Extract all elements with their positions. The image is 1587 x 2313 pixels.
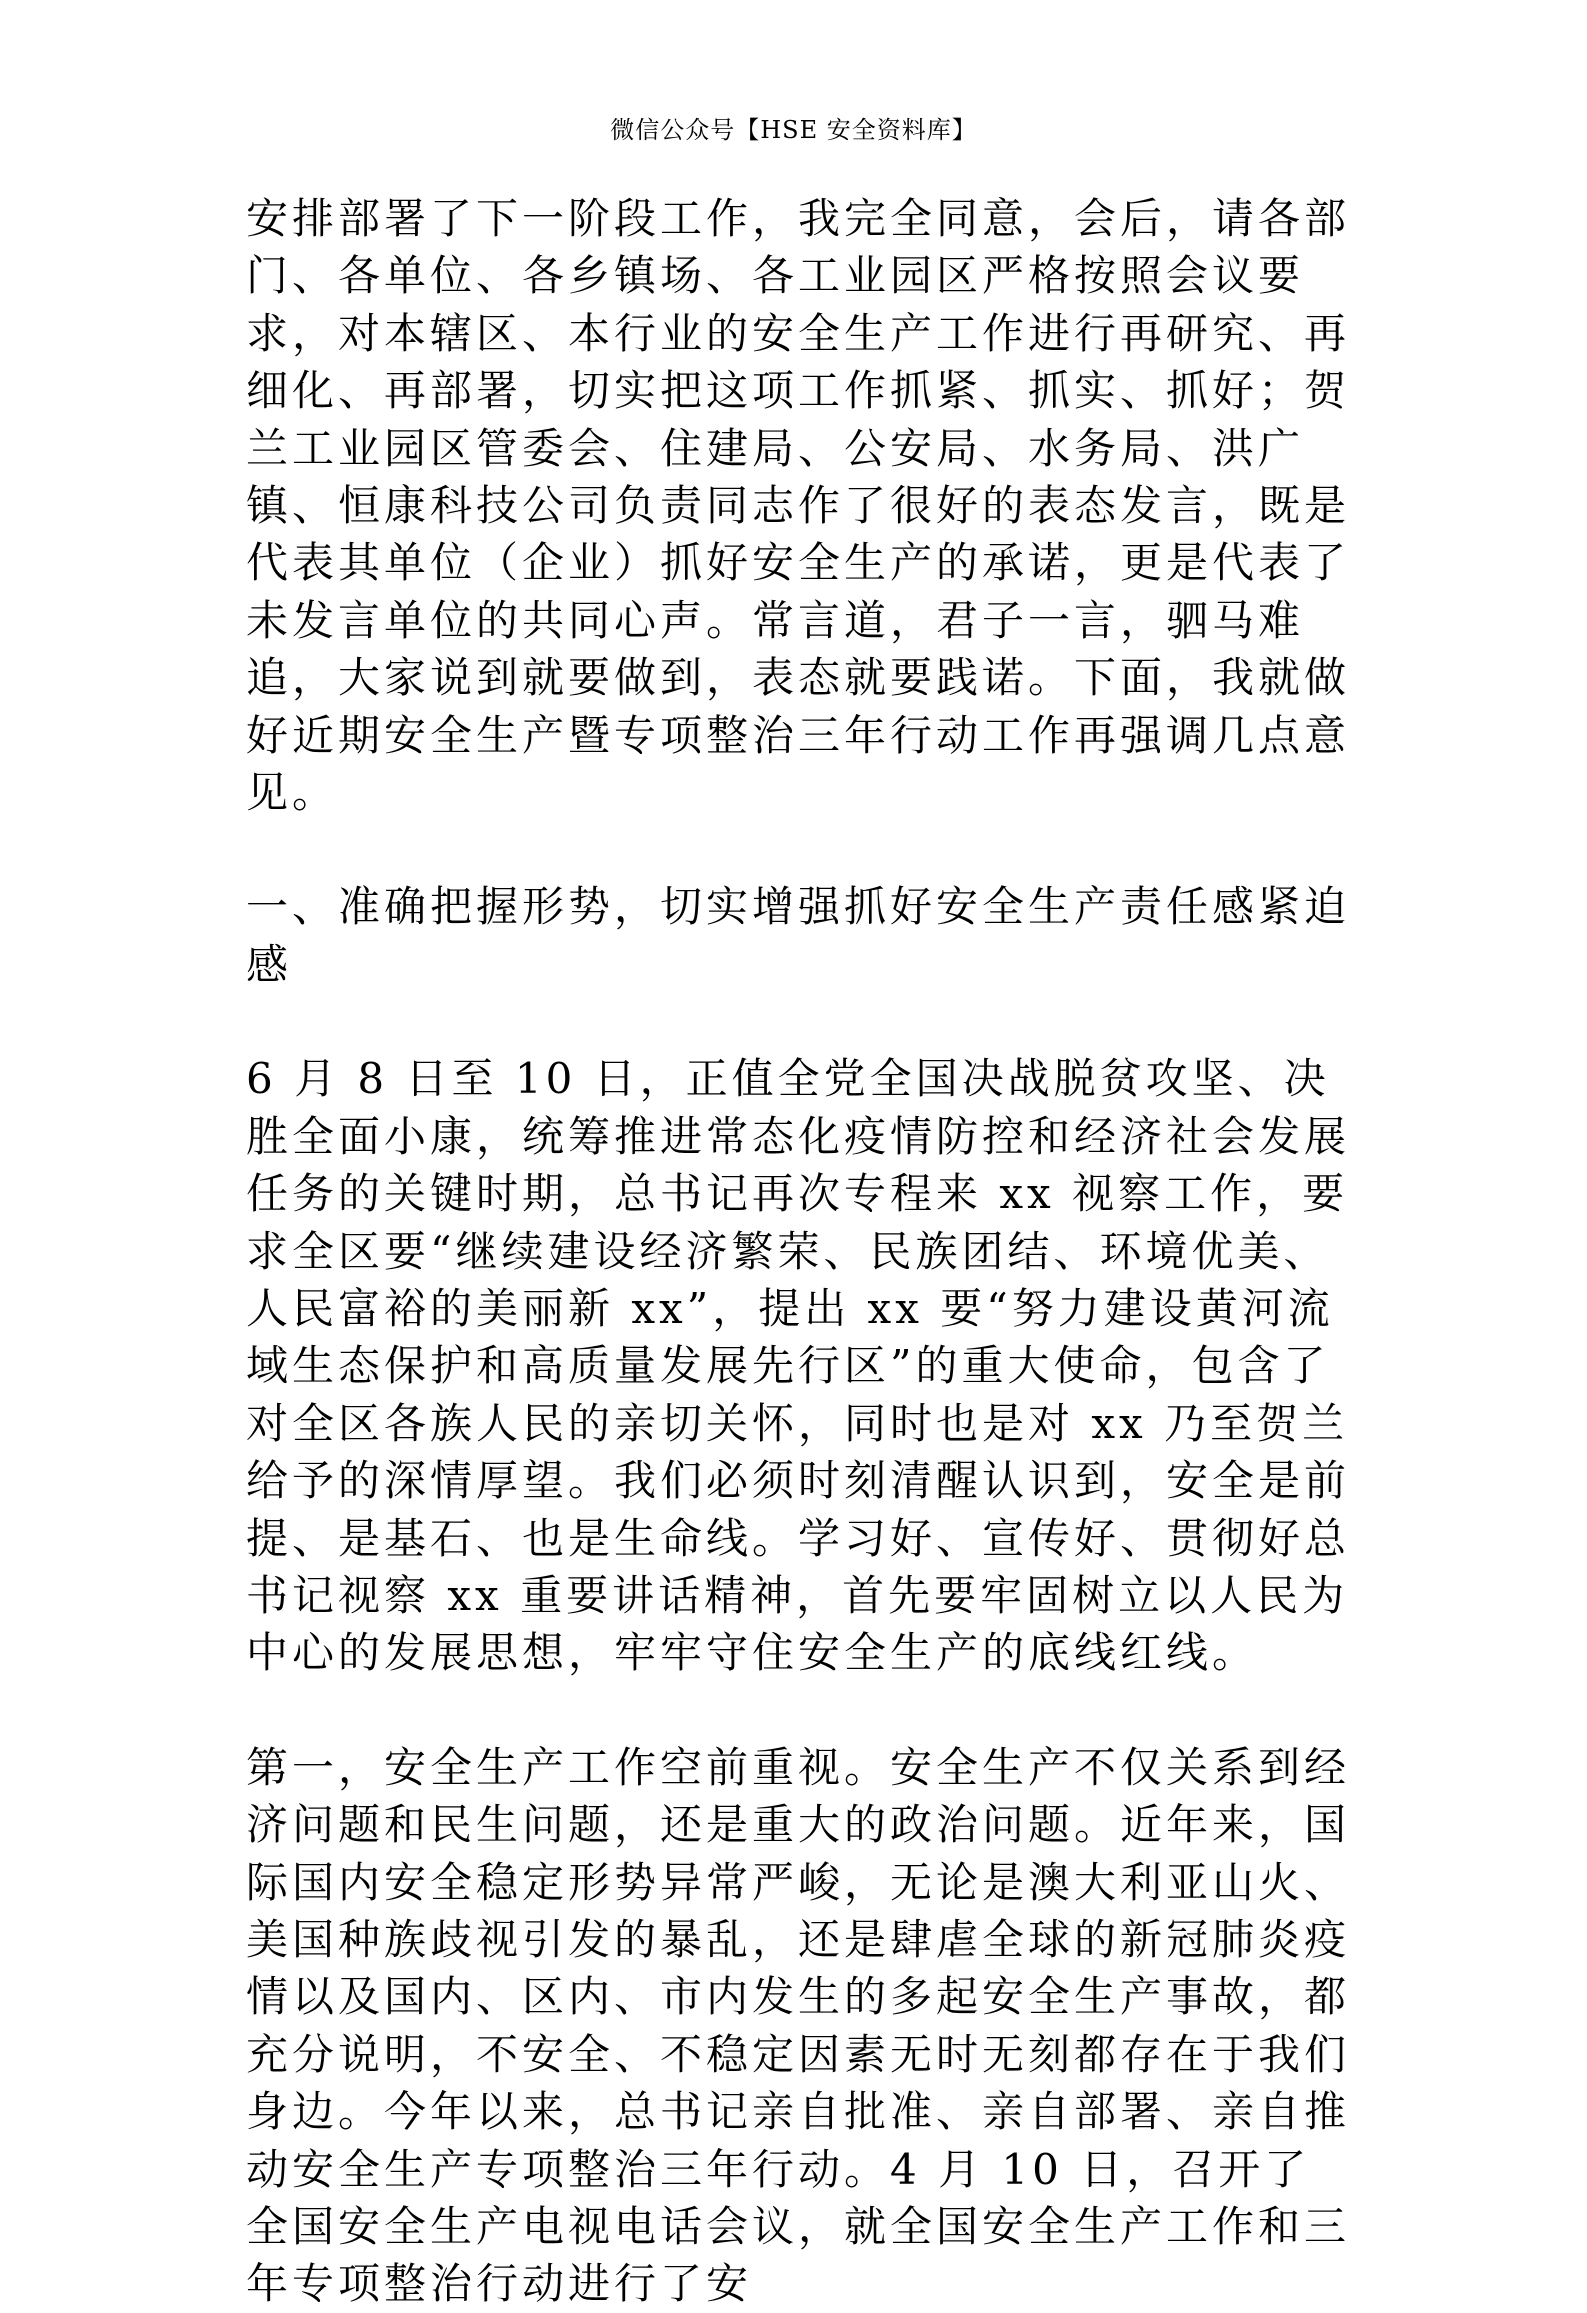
document-body [246,190,1356,2313]
page-header: 微信公众号【HSE 安全资料库】 [610,116,977,144]
section-heading-1: 一、准确把握形势，切实增强抓好安全生产责任感紧迫感 [246,882,1351,989]
paragraph-intro: 安排部署了下一阶段工作，我完全同意，会后，请各部门、各单位、各乡镇场、各工业园区严格按照会议要求，对本辖区、本行业的安全生产工作进行再研究、再细化、再部署，切实把这项工作抓紧、抓实、抓好；贺兰工业园区管委会、住建局、公安局、水务局、洪广镇、恒康科技公司负责同志作了很好的表态发言，既是代表其单位（企业）抓好安全生产的承诺，更是代表了未发言单位的共同心声。常言道，君子一言，驷马难追，大家说到就要做到，表态就要践诺。下面，我就做好近期安全生产暨专项整治三年行动工作再强调几点意见。 [246,194,1351,818]
paragraph-situation: 6 月 8 日至 10 日，正值全党全国决战脱贫攻坚、决胜全面小康，统筹推进常态化疫情防控和经济社会发展任务的关键时期，总书记再次专程来 xx 视察工作，要求全区要“继续建设经济繁荣、民族团结、环境优美、人民富裕的美丽新 xx”，提出 xx 要“努力建设黄河流域生态保护和高质量发展先行区”的重大使命，包含了对全区各族人民的亲切关怀，同时也是对 xx 乃至贺兰给予的深情厚望。我们必须时刻清醒认识到，安全是前提、是基石、也是生命线。学习好、宣传好、贯彻好总书记视察 xx 重要讲话精神，首先要牢固树立以人民为中心的发展思想，牢牢守住安全生产的底线红线。 [246,1054,1351,1678]
paragraph-first-point: 第一，安全生产工作空前重视。安全生产不仅关系到经济问题和民生问题，还是重大的政治问题。近年来，国际国内安全稳定形势异常严峻，无论是澳大利亚山火、美国种族歧视引发的暴乱，还是肆虐全球的新冠肺炎疫情以及国内、区内、市内发生的多起安全生产事故，都充分说明，不安全、不稳定因素无时无刻都存在于我们身边。今年以来，总书记亲自批准、亲自部署、亲自推动安全生产专项整治三年行动。4 月 10 日，召开了全国安全生产电视电话会议，就全国安全生产工作和三年专项整治行动进行了安 [246,1742,1351,2309]
